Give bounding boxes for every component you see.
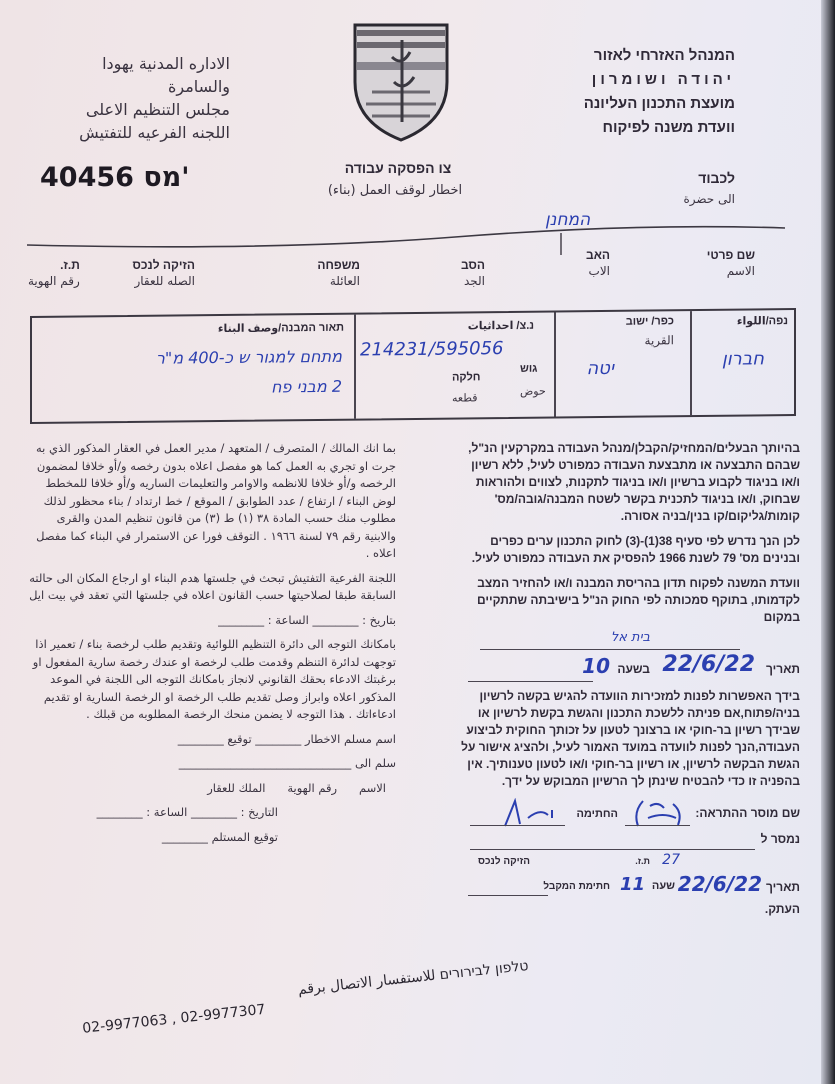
header-line: الاداره المدنية يهودا: [102, 54, 230, 73]
receipt-row: [458, 872, 800, 900]
id-value: 27: [662, 852, 680, 868]
order-title-arabic: اخطار لوقف العمل (بناء): [327, 183, 463, 198]
receiver-signature-label: חתימת המקבל: [543, 881, 610, 892]
arabic-body: [28, 440, 396, 853]
coords-label: נ.צ/ احداثيات: [467, 319, 534, 333]
giver-signature: [500, 798, 560, 828]
village-label-ar: القرية: [644, 333, 674, 348]
field-id: [28, 257, 80, 289]
village-value: יטה: [586, 357, 614, 380]
id-label: ת.ז.: [635, 856, 650, 866]
hour-label: שעה: [651, 880, 675, 892]
location-box: [30, 308, 796, 424]
arabic-notice-giver: اسم مسلم الاخطار ________ توقيع ________: [177, 731, 396, 746]
field-label: الجد: [463, 274, 485, 288]
id-row: [458, 852, 800, 872]
hebrew-paragraph-4: בידך האפשרות לפנות למזכירות הוועדה להגיש בקשה לרשיון בניה/פתוח,אם פניתה ללשכת התכנון והגשת בקשת לרשיון או שבידך רשיון בר-חוקי או ברצונך לטעון על זכותך החוקית לביצוע העבודה,הנך לפנות לוועדה במועד האמור לעיל, ולהציג אישור על הגשת הבקשה לרשיון, או רשיון בר-חוקי ו/או לטעון טענותיך. אין בהפניה זו כדי להבטיח שינתן לך הרשיון המבוקש על ידך.: [461, 689, 800, 788]
coords-value: 214231/595056: [360, 338, 504, 361]
parcel-label: חלקה: [452, 371, 481, 384]
signature-label: החתימה: [576, 808, 618, 820]
arabic-authority-header: [30, 52, 230, 144]
handwritten-recipient-name: המחנן: [545, 210, 591, 230]
arabic-paragraph-1: بما انك المالك / المتصرف / المتعهد / مدير العمل في العقار المذكور الذي به جرت او تجري به العمل كما هو مفصل اعلاه بدون رخصه و/أو خلافا لمضمون الرخصه و/أو خلافا للانظمه والاوامر والتعليمات الساريه و/أو خلافا للمخطط لوض البناء / ارتفاع / عدد الطوابق / الموقع / خط ارتداد / بناء محظور لذلك مطلوب منك حسب المادة ٣٨ (١) ط (٣) من قانون تنظيم المدن والقرى والابنية رقم ٧٩ لسنة ١٩٦٦ . التوقف فورا عن الاستمرار في البناء كما مفصل اعلاه .: [35, 441, 396, 560]
field-label: הזיקה לנכס: [132, 258, 195, 272]
district-value: חברון: [721, 348, 764, 370]
field-grandfather: [461, 257, 485, 289]
header-line: וועדת משנה לפיקוח: [602, 119, 735, 136]
parcel-label-ar: قطعه: [452, 391, 478, 405]
field-family: [317, 257, 360, 289]
footer-phone-numbers: 02-9977063 , 02-9977307: [81, 1001, 267, 1037]
relation-label: הזיקה לנכס: [478, 856, 531, 867]
meeting-date-row: [458, 652, 800, 682]
photo-edge: [821, 0, 835, 1084]
field-label: الاسم: [726, 264, 755, 278]
field-label: האב: [586, 248, 610, 262]
arabic-paragraph-3: بامكانك التوجه الى دائرة التنظيم اللوائية وتقديم طلب لرخصة بناء / تعمير اذا توجهت لدائرة التنظم وقدمت طلب لرخصة او عندك رخصة سارية المفعول او برغبتك الادعاء بحقك القانوني لانجاز بامكانك التوجه الى اللجنة في الموعد المذكور اعلاه وابراز وصل تقديم طلب الرخصة او الرخصة السارية او تقديم ادعاءاتك . هذا التوجه لا يضمن منحك الرخصة المطلوبه من قبلك .: [32, 637, 396, 721]
to-label-arabic: الى حضرة: [683, 192, 735, 206]
hebrew-authority-header: [584, 44, 735, 140]
field-label: العائلة: [329, 274, 360, 288]
copy-label: העתק.: [764, 902, 800, 916]
village-label-he: כפר/ ישוב: [625, 315, 674, 328]
order-number-label: מס': [143, 162, 190, 193]
hebrew-body: [458, 440, 800, 918]
to-label-hebrew: לכבוד: [698, 170, 735, 186]
field-father: [586, 247, 610, 279]
block-label: גוש: [520, 362, 538, 375]
field-relation: [133, 257, 195, 289]
header-line: اللجنه الفرعيه للتفتيش: [79, 123, 230, 142]
order-number-value: 40456: [40, 162, 134, 193]
field-label: משפחה: [317, 258, 360, 272]
header-line: والسامرة: [168, 77, 230, 96]
order-title-hebrew: צו הפסקה עבודה: [344, 160, 452, 176]
meeting-time-label: בשעה: [617, 662, 650, 676]
delivered-to-row: [458, 828, 800, 852]
meeting-date: 22/6/22: [662, 652, 755, 677]
field-first-name: [707, 247, 755, 279]
hebrew-paragraph-1: בהיותך הבעלים/המחזיק/הקבלן/מנהל העבודה במקרקעין הנ"ל, שבהם התבצעה או מתבצעת העבודה כמפורט לעיל, ללא רשיון ו/או בניגוד לקבוע ברשיון ו/או בניגוד לתקנות, לצווים ולהוראות שבחוק, ו/או בניגוד לתכנית בקשר לשטח המבנה/גובה/מס' קומות/גליקום/קו בנין/בניה אסורה.: [468, 441, 800, 523]
meeting-time: 10: [582, 654, 610, 678]
header-line: יהודה ושומרון: [591, 71, 735, 88]
date2-value: 22/6/22: [677, 872, 762, 896]
arabic-paragraph-2: اللجنة الفرعية التفتيش تبحث في جلستها هدم البناء او ارجاع المكان الى حالته السابقة طبقا لصلاحيتها حسب القانون اعلاه في جلستها التي تعقد في بيت ايل: [29, 570, 396, 602]
field-label: הסב: [460, 258, 485, 272]
block-label-ar: حوض: [520, 384, 546, 398]
notice-giver-label: שם מוסר ההתראה:: [695, 806, 800, 820]
meeting-place: בית אל: [610, 630, 650, 645]
arabic-receiver-signature: توقيع المستلم ________: [161, 829, 278, 844]
hebrew-paragraph-2: לכן הנך נדרש לפי סעיף 38(1)-(3) לחוק התכנון ערים כפרים ובנינים מס' 79 לשנת 1966 להפסיק את העבודה כמפורט לעיל.: [471, 534, 800, 565]
notice-giver-row: [458, 798, 800, 828]
hour-value: 11: [619, 874, 645, 895]
order-number: [40, 162, 190, 193]
header-line: מועצת התכנון העליונה: [583, 95, 735, 112]
description-line: מתחם למגור ש כ-400 מ"ר: [155, 346, 342, 368]
giver-name-handwriting: [628, 798, 688, 828]
field-label: ת.ז.: [60, 258, 80, 272]
header-line: مجلس التنظيم الاعلى: [85, 100, 230, 119]
meeting-date-label: תאריך: [765, 662, 800, 676]
hebrew-paragraph-3: וועדת המשנה לפקוח תדון בהריסת המבנה ו/או להחזיר המצב לקדמותו, בתוקף סמכותה לפי החוק הנ"ל בישיבתה שתתקיים במקום: [476, 576, 800, 624]
field-label: الصله للعقار: [134, 274, 195, 288]
description-label: תאור המבנה/وصف البناء: [217, 321, 344, 336]
arabic-delivered-to: سلم الى ______________________________: [178, 756, 396, 770]
delivered-to-label: נמסר ל: [760, 832, 800, 846]
civil-administration-emblem-icon: [352, 22, 450, 142]
header-line: המנהל האזרחי לאזור: [593, 47, 735, 64]
field-label: رقم الهوية: [28, 274, 80, 288]
field-label: الاب: [588, 264, 610, 278]
footer-contact: [80, 957, 541, 1037]
arabic-meeting-date: بتاريخ : ________ الساعة : ________: [218, 612, 396, 627]
district-label: נפה/اللواء: [736, 315, 788, 328]
footer-contact-label: טלפון לבירורים للاستفسار الاتصال برقم: [297, 957, 530, 999]
arabic-date-time: التاريخ : ________ الساعة : ________: [96, 805, 278, 819]
arabic-recipient-fields: الاسم رقم الهوية الملك للعقار: [207, 780, 386, 795]
field-label: שם פרטי: [706, 248, 755, 262]
meeting-place-row: [458, 628, 800, 652]
date2-label: תאריך: [765, 880, 800, 894]
person-fields-rule: [25, 225, 795, 255]
description-line: 2 מבני פח: [271, 376, 342, 397]
